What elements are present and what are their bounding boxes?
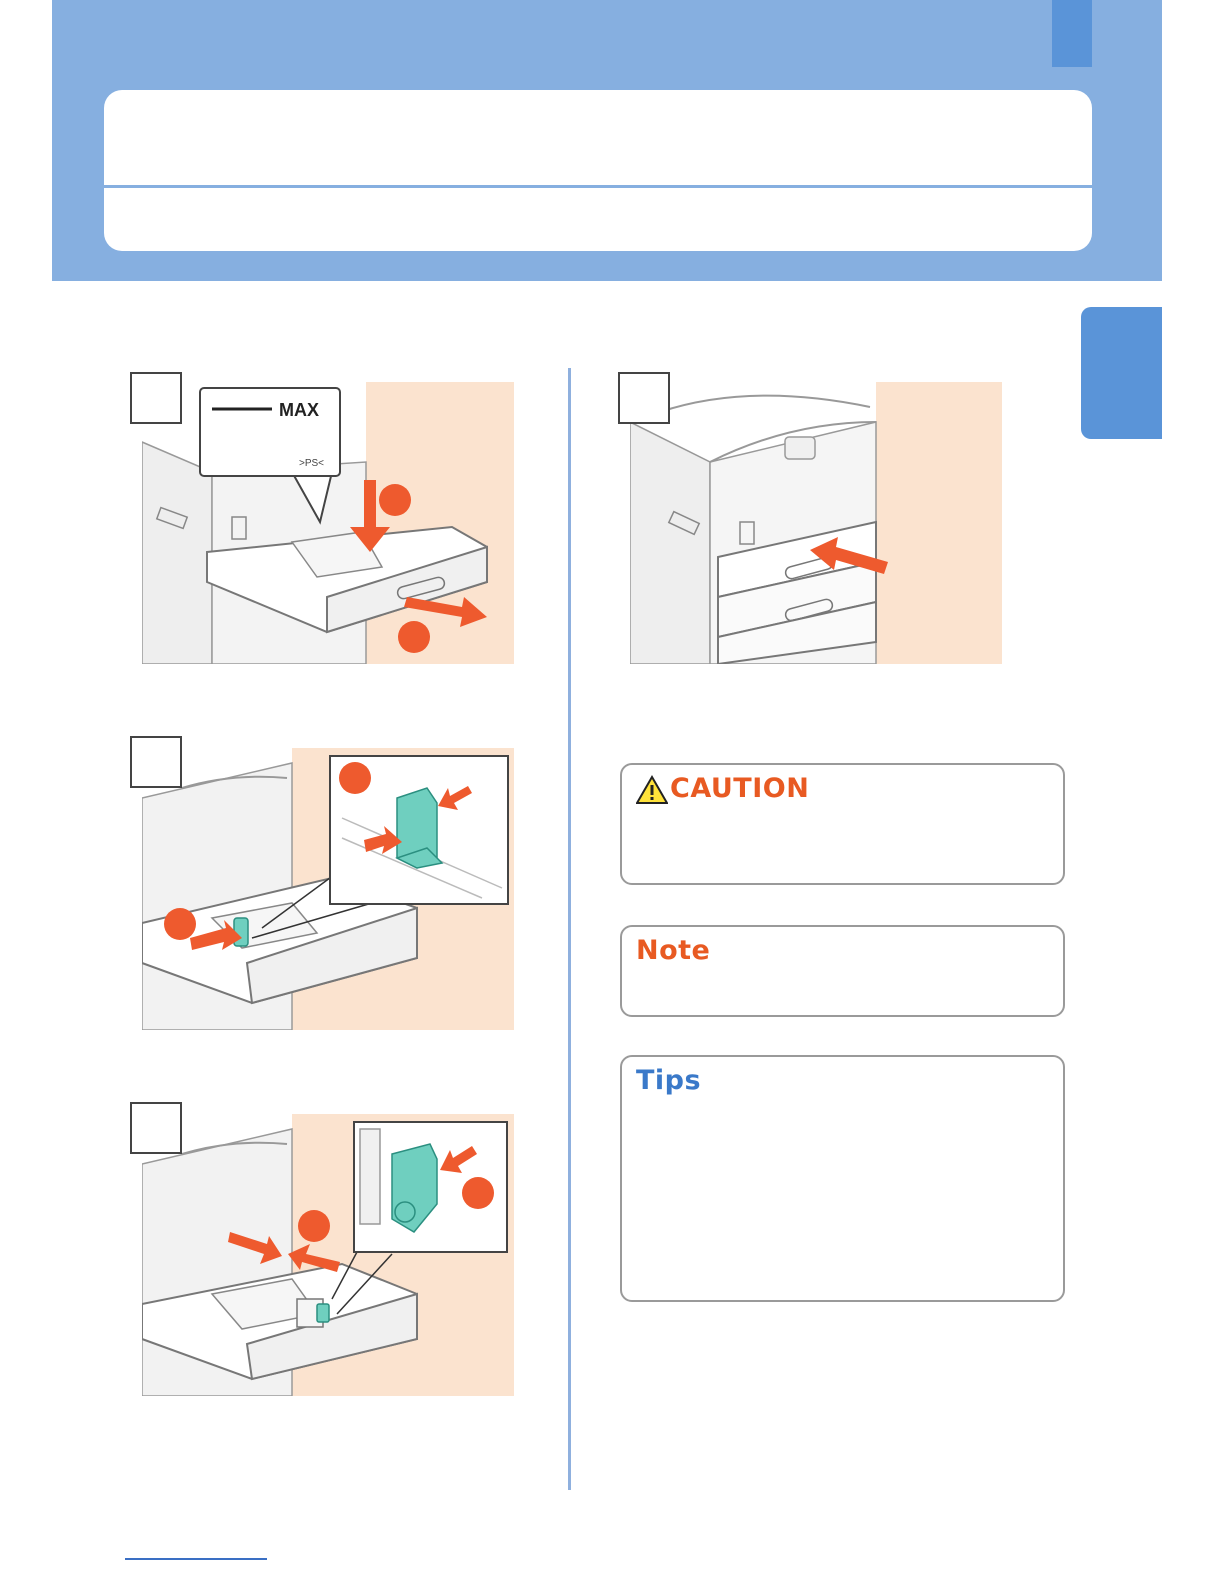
- step-number-box: [130, 736, 182, 788]
- chapter-side-tab: [1081, 307, 1162, 439]
- figure-end-guide: [142, 1114, 514, 1396]
- ps-label: >PS<: [299, 458, 325, 469]
- note-box: [620, 925, 1065, 1017]
- note-title: Note: [636, 935, 711, 966]
- caution-title: CAUTION: [670, 773, 810, 804]
- figure-close-drawer: [630, 382, 1002, 664]
- step-number-box: [130, 1102, 182, 1154]
- footer-line: [125, 1558, 267, 1560]
- column-divider: [568, 368, 571, 1490]
- max-label: MAX: [279, 400, 319, 420]
- step-number-box: [130, 372, 182, 424]
- tips-title: Tips: [636, 1065, 702, 1096]
- caution-box: [620, 763, 1065, 885]
- title-divider: [104, 185, 1092, 188]
- title-box: [104, 90, 1092, 251]
- warning-triangle-icon: [636, 775, 668, 805]
- figure-side-guide: [142, 748, 514, 1030]
- figure-load-paper: [142, 382, 514, 664]
- step-number-box: [618, 372, 670, 424]
- corner-tab: [1052, 0, 1092, 67]
- tips-box: [620, 1055, 1065, 1302]
